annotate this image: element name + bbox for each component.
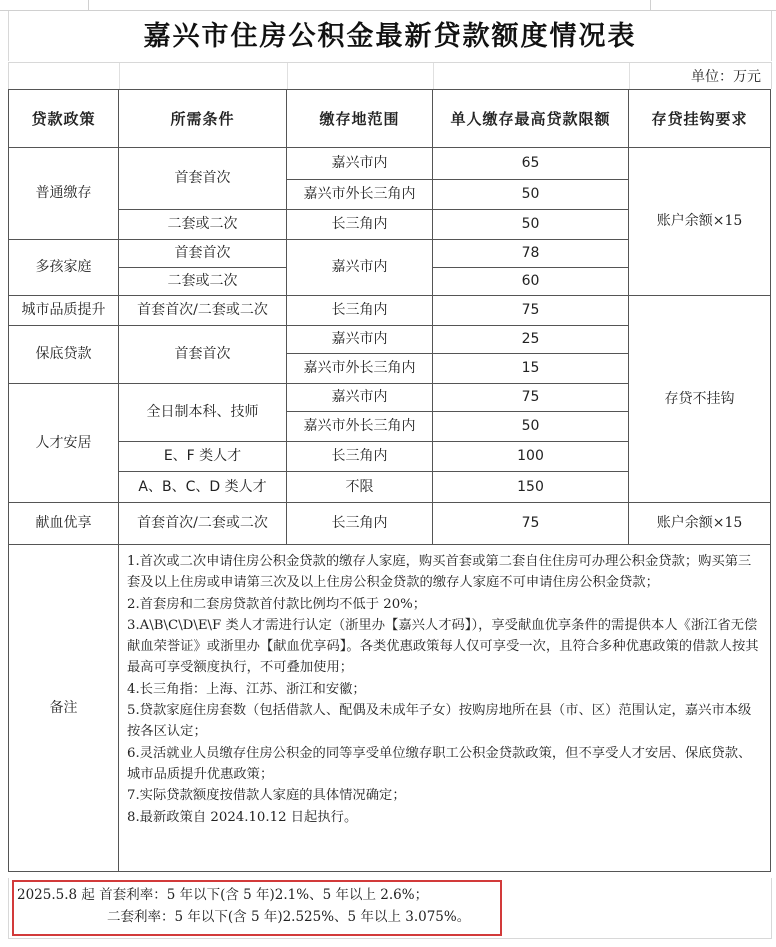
table-row (9, 503, 771, 545)
header-condition: 所需条件 (119, 90, 287, 148)
table-row (9, 148, 771, 180)
grid-line (119, 63, 120, 89)
unit-row (8, 62, 772, 89)
policy-cell: 保底贷款 (9, 326, 119, 384)
limit-cell: 150 (433, 472, 629, 503)
notice-second-rate: 二套利率：5 年以下(含 5 年)2.525%、5 年以上 3.075%。 (107, 909, 471, 925)
condition-cell: 首套首次 (119, 148, 287, 210)
loan-table (8, 89, 771, 872)
scope-cell: 嘉兴市内 (287, 240, 433, 296)
note-item: 1.首次或二次申请住房公积金贷款的缴存人家庭，购买首套或第二套自住住房可办理公积金贷款；购买第三套及以上住房或申请第三次及以上住房公积金贷款的缴存人家庭不可申请住房公积金贷款； (127, 554, 752, 591)
ruler-tick (650, 0, 651, 10)
policy-cell: 多孩家庭 (9, 240, 119, 296)
notice-line-1 (17, 884, 500, 906)
grid-line (433, 63, 434, 89)
scope-cell: 嘉兴市外长三角内 (287, 412, 433, 442)
limit-cell: 50 (433, 210, 629, 240)
notes-row (9, 545, 771, 872)
scope-cell: 不限 (287, 472, 433, 503)
limit-cell: 25 (433, 326, 629, 354)
condition-cell: 首套首次 (119, 326, 287, 384)
grid-line (287, 63, 288, 89)
note-item: 8.最新政策自 2024.10.12 日起执行。 (127, 809, 358, 825)
header-scope: 缴存地范围 (287, 90, 433, 148)
link-cell: 账户余额×15 (629, 148, 771, 296)
top-ruler (0, 0, 776, 11)
note-item: 3.A\B\C\D\E\F 类人才需进行认定（浙里办【嘉兴人才码】），享受献血优享条件的需提供本人《浙江省无偿献血荣誉证》或浙里办【献血优享码】。各类优惠政策每人仅可享受一次，且符合多种优惠政策的借款人按其最高可享受额度执行，不可叠加使用； (127, 617, 759, 676)
scope-cell: 长三角内 (287, 210, 433, 240)
link-cell: 存贷不挂钩 (629, 296, 771, 503)
scope-cell: 嘉兴市内 (287, 384, 433, 412)
policy-cell: 献血优享 (9, 503, 119, 545)
table-row (9, 296, 771, 326)
note-item: 4.长三角指：上海、江苏、浙江和安徽； (127, 681, 366, 697)
limit-cell: 75 (433, 503, 629, 545)
limit-cell: 60 (433, 268, 629, 296)
notice-date: 2025.5.8 起 (17, 887, 95, 903)
note-item: 2.首套房和二套房贷款首付款比例均不低于 20%； (127, 596, 427, 612)
header-link: 存贷挂钩要求 (629, 90, 771, 148)
notice-first-rate: 首套利率：5 年以下(含 5 年)2.1%、5 年以上 2.6%； (99, 887, 429, 903)
limit-cell: 100 (433, 442, 629, 472)
limit-cell: 15 (433, 354, 629, 384)
limit-cell: 50 (433, 412, 629, 442)
notes-label: 备注 (9, 545, 119, 872)
scope-cell: 长三角内 (287, 442, 433, 472)
link-cell: 账户余额×15 (629, 503, 771, 545)
condition-cell: E、F 类人才 (119, 442, 287, 472)
scope-cell: 长三角内 (287, 296, 433, 326)
header-policy: 贷款政策 (9, 90, 119, 148)
condition-cell: 二套或二次 (119, 210, 287, 240)
policy-cell: 城市品质提升 (9, 296, 119, 326)
scope-cell: 嘉兴市外长三角内 (287, 180, 433, 210)
scope-cell: 嘉兴市外长三角内 (287, 354, 433, 384)
condition-cell: A、B、C、D 类人才 (119, 472, 287, 503)
limit-cell: 75 (433, 296, 629, 326)
condition-cell: 首套首次 (119, 240, 287, 268)
grid-line (629, 63, 630, 89)
condition-cell: 二套或二次 (119, 268, 287, 296)
header-limit: 单人缴存最高贷款限额 (433, 90, 629, 148)
limit-cell: 65 (433, 148, 629, 180)
scope-cell: 嘉兴市内 (287, 148, 433, 180)
condition-cell: 首套首次/二套或二次 (119, 296, 287, 326)
note-item: 7.实际贷款额度按借款人家庭的具体情况确定； (127, 788, 406, 804)
note-item: 6.灵活就业人员缴存住房公积金的同等享受单位缴存职工公积金贷款政策，但不享受人才安居、保底贷款、城市品质提升优惠政策； (127, 745, 752, 782)
notes-cell (119, 545, 771, 872)
note-item: 5.贷款家庭住房套数（包括借款人、配偶及未成年子女）按购房地所在县（市、区）范围认定，嘉兴市本级按各区认定； (127, 703, 752, 740)
condition-cell: 全日制本科、技师 (119, 384, 287, 442)
unit-label: 单位：万元 (691, 69, 761, 85)
policy-cell: 人才安居 (9, 384, 119, 503)
scope-cell: 嘉兴市内 (287, 326, 433, 354)
rate-notice-box (12, 880, 502, 936)
condition-cell: 首套首次/二套或二次 (119, 503, 287, 545)
limit-cell: 50 (433, 180, 629, 210)
header-row (9, 90, 771, 148)
limit-cell: 75 (433, 384, 629, 412)
page-title: 嘉兴市住房公积金最新贷款额度情况表 (8, 11, 772, 61)
scope-cell: 长三角内 (287, 503, 433, 545)
policy-cell: 普通缴存 (9, 148, 119, 240)
ruler-tick (88, 0, 89, 10)
notice-line-2 (17, 906, 500, 928)
limit-cell: 78 (433, 240, 629, 268)
